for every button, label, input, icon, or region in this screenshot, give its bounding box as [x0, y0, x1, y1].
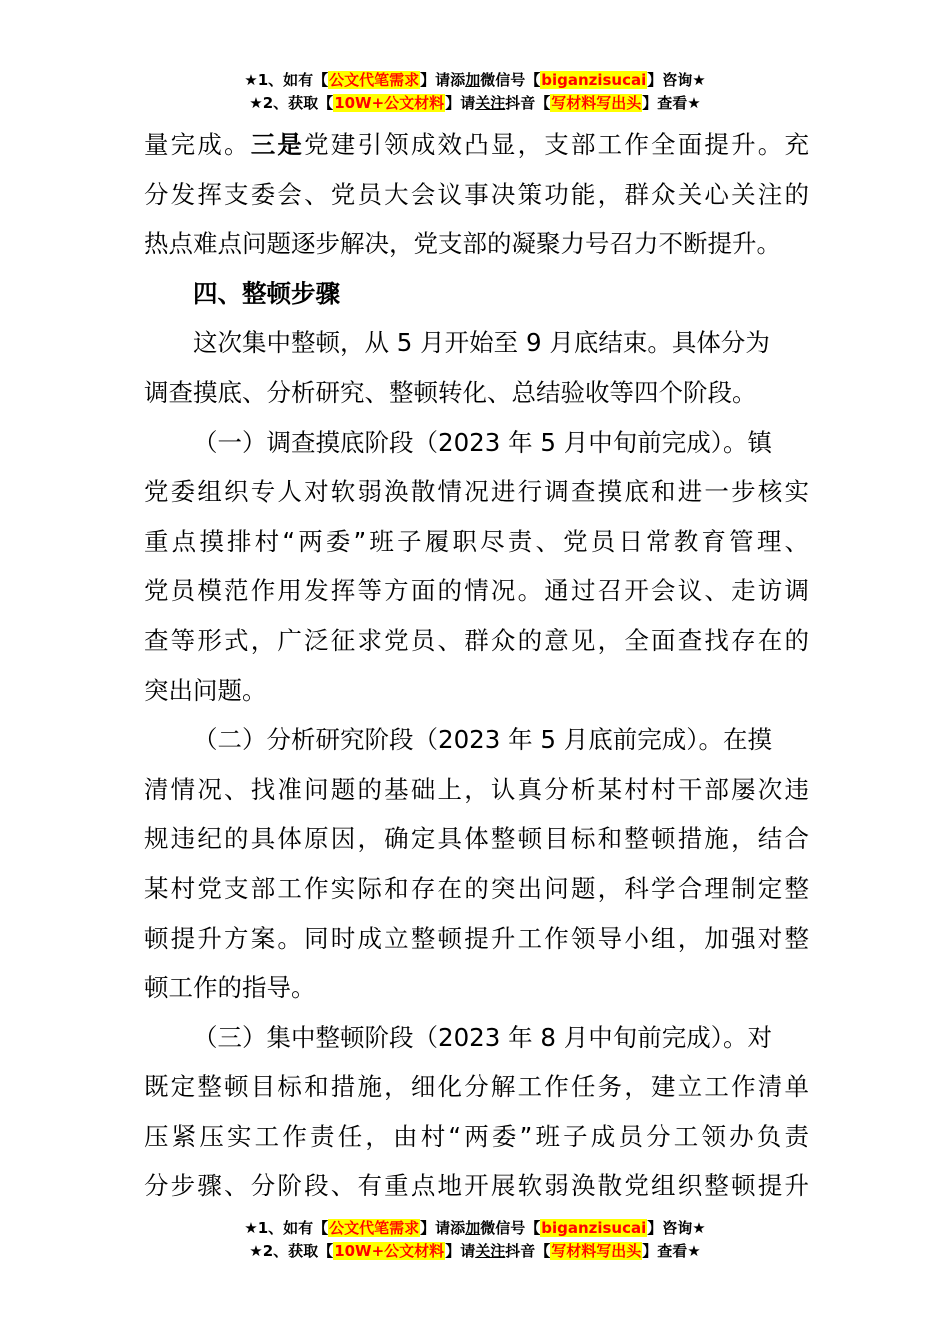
paragraph-line: 压紧压实工作责任，由村“两委”班子成员分工领办负责 — [144, 1121, 809, 1151]
highlight-materials: 10W+公文材料 — [334, 94, 445, 112]
paragraph-line: 这次集中整顿，从 5 月开始至 9 月底结束。具体分为 — [193, 328, 770, 358]
paragraph-line: 规违纪的具体原因，确定具体整顿目标和整顿措施，结合 — [144, 824, 809, 854]
paragraph-line: 党员模范作用发挥等方面的情况。通过召开会议、走访调 — [144, 576, 809, 606]
paragraph-line: 重点摸排村“两委”班子履职尽责、党员日常教育管理、 — [144, 526, 809, 556]
paragraph-line: （二）分析研究阶段（2023 年 5 月底前完成）。在摸 — [193, 725, 773, 755]
highlight-douyin: 写材料写出头 — [551, 94, 642, 112]
highlight-service: 公文代笔需求 — [329, 71, 420, 89]
paragraph-line: （三）集中整顿阶段（2023 年 8 月中旬前完成）。对 — [193, 1022, 773, 1052]
highlight-wechat-id: biganzisucai — [541, 71, 647, 89]
paragraph-line: 突出问题。 — [144, 675, 267, 705]
paragraph-line: 清情况、找准问题的基础上，认真分析某村村干部屡次违 — [144, 774, 809, 804]
paragraph-line: 顿工作的指导。 — [144, 973, 316, 1003]
highlight-materials: 10W+公文材料 — [334, 1242, 445, 1260]
paragraph-line: 党委组织专人对软弱涣散情况进行调查摸底和进一步核实 — [144, 477, 809, 507]
section-heading: 四、整顿步骤 — [193, 278, 340, 308]
paragraph-line: 调查摸底、分析研究、整顿转化、总结验收等四个阶段。 — [144, 377, 757, 407]
paragraph-line: 顿提升方案。同时成立整顿提升工作领导小组，加强对整 — [144, 923, 809, 953]
header-banner — [0, 69, 950, 115]
banner-line-1: ★1、如有【公文代笔需求】请添加微信号【biganzisucai】咨询★ — [244, 71, 706, 89]
bold-lead: 三是 — [250, 130, 305, 159]
highlight-wechat-id: biganzisucai — [541, 1219, 647, 1237]
paragraph-line: 分步骤、分阶段、有重点地开展软弱涣散党组织整顿提升 — [144, 1171, 809, 1201]
paragraph-line: （一）调查摸底阶段（2023 年 5 月中旬前完成）。镇 — [193, 427, 773, 457]
document-body — [144, 120, 809, 1211]
highlight-service: 公文代笔需求 — [329, 1219, 420, 1237]
banner-line-2: ★2、获取【10W+公文材料】请关注抖音【写材料写出头】查看★ — [249, 1242, 701, 1260]
banner-line-2: ★2、获取【10W+公文材料】请关注抖音【写材料写出头】查看★ — [249, 94, 701, 112]
paragraph-line: 分发挥支委会、党员大会议事决策功能，群众关心关注的 — [144, 179, 809, 209]
banner-line-1: ★1、如有【公文代笔需求】请添加微信号【biganzisucai】咨询★ — [244, 1219, 706, 1237]
paragraph-line: 热点难点问题逐步解决，党支部的凝聚力号召力不断提升。 — [144, 229, 781, 259]
paragraph-line: 量完成。三是党建引领成效凸显，支部工作全面提升。充 — [144, 130, 809, 159]
paragraph-line: 查等形式，广泛征求党员、群众的意见，全面查找存在的 — [144, 625, 809, 655]
footer-banner — [0, 1217, 950, 1263]
paragraph-line: 既定整顿目标和措施，细化分解工作任务，建立工作清单 — [144, 1072, 809, 1102]
highlight-douyin: 写材料写出头 — [551, 1242, 642, 1260]
paragraph-line: 某村党支部工作实际和存在的突出问题，科学合理制定整 — [144, 873, 809, 903]
